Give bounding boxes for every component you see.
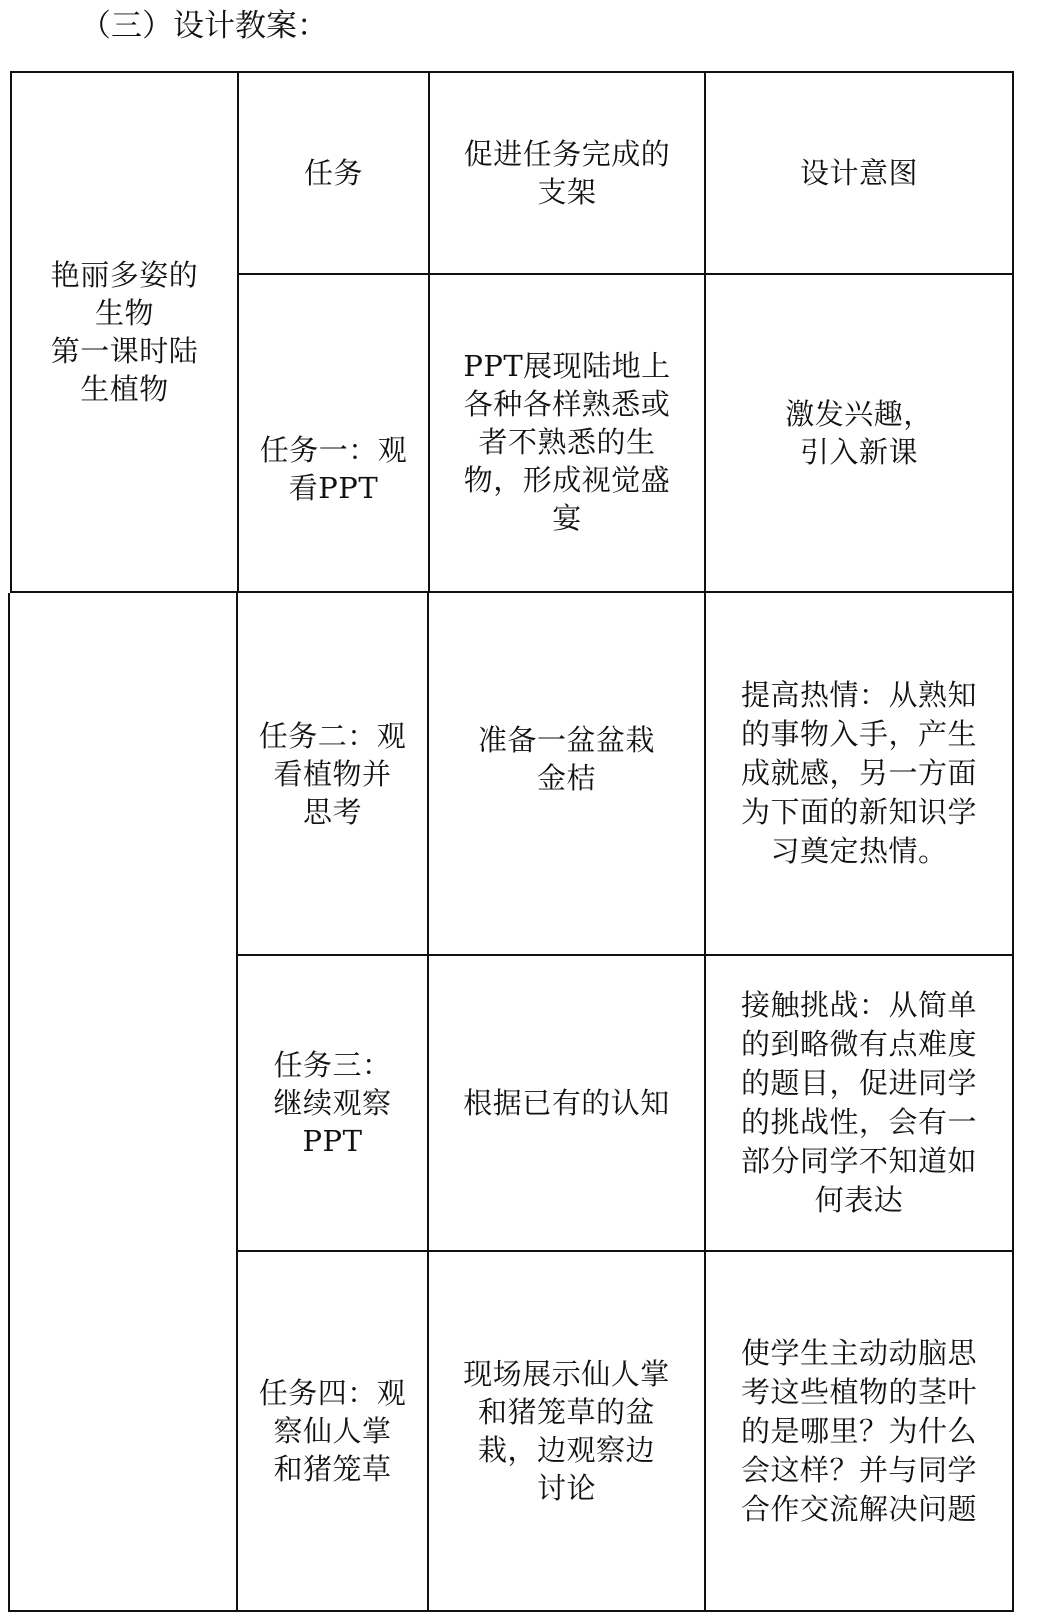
task-text: 任务三： 继续观察 PPT — [273, 1048, 392, 1158]
intent-text: 接触挑战：从简单 的到略微有点难度 的题目，促进同学 的挑战性，会有一 部分同学不知道如 何表达 — [740, 988, 977, 1217]
support-text: 准备一盆盆栽 金桔 — [477, 722, 655, 795]
header-task-label: 任务 — [303, 156, 363, 190]
intent-cell — [706, 275, 1012, 591]
intent-cell — [706, 1252, 1012, 1610]
header-cell-intent — [706, 73, 1012, 273]
header-cell-support — [430, 73, 704, 273]
task-cell — [239, 275, 428, 591]
lesson-title: 艳丽多姿的 生物 第一课时陆 生植物 — [50, 258, 199, 406]
support-text: PPT展现陆地上 各种各样熟悉或 者不熟悉的生 物，形成视觉盛 宴 — [463, 349, 671, 535]
header-cell-task — [239, 73, 428, 273]
table-border — [8, 593, 10, 1612]
table-border — [1012, 71, 1014, 593]
intent-text: 提高热情：从熟知 的事物入手，产生 成就感，另一方面 为下面的新知识学 习奠定热情。 — [740, 678, 977, 868]
task-cell — [238, 1252, 427, 1610]
header-intent-label: 设计意图 — [799, 156, 918, 190]
section-heading: （三）设计教案： — [80, 8, 328, 44]
task-cell — [238, 593, 427, 954]
table-border — [1012, 593, 1014, 1612]
intent-cell — [706, 956, 1012, 1250]
support-cell — [430, 275, 704, 591]
intent-text: 激发兴趣， 引入新课 — [785, 397, 933, 469]
header-support-label: 促进任务完成的 支架 — [463, 137, 671, 209]
intent-text: 使学生主动动脑思 考这些植物的茎叶 的是哪里？为什么 会这样？并与同学 合作交流解决问题 — [740, 1335, 977, 1526]
support-cell — [429, 1252, 704, 1610]
intent-cell — [706, 593, 1012, 954]
task-text: 任务二：观 看植物并 思考 — [258, 718, 407, 829]
support-text: 现场展示仙人掌 和猪笼草的盆 栽，边观察边 讨论 — [463, 1357, 670, 1505]
lesson-title-cell — [12, 73, 237, 591]
task-text: 任务四：观 察仙人掌 和猪笼草 — [258, 1376, 407, 1486]
support-cell — [429, 956, 704, 1250]
support-cell — [429, 593, 704, 954]
task-cell — [238, 956, 427, 1250]
task-text: 任务一：观 看PPT — [259, 433, 408, 505]
support-text: 根据已有的认知 — [463, 1086, 670, 1120]
table-border — [8, 1610, 1014, 1612]
